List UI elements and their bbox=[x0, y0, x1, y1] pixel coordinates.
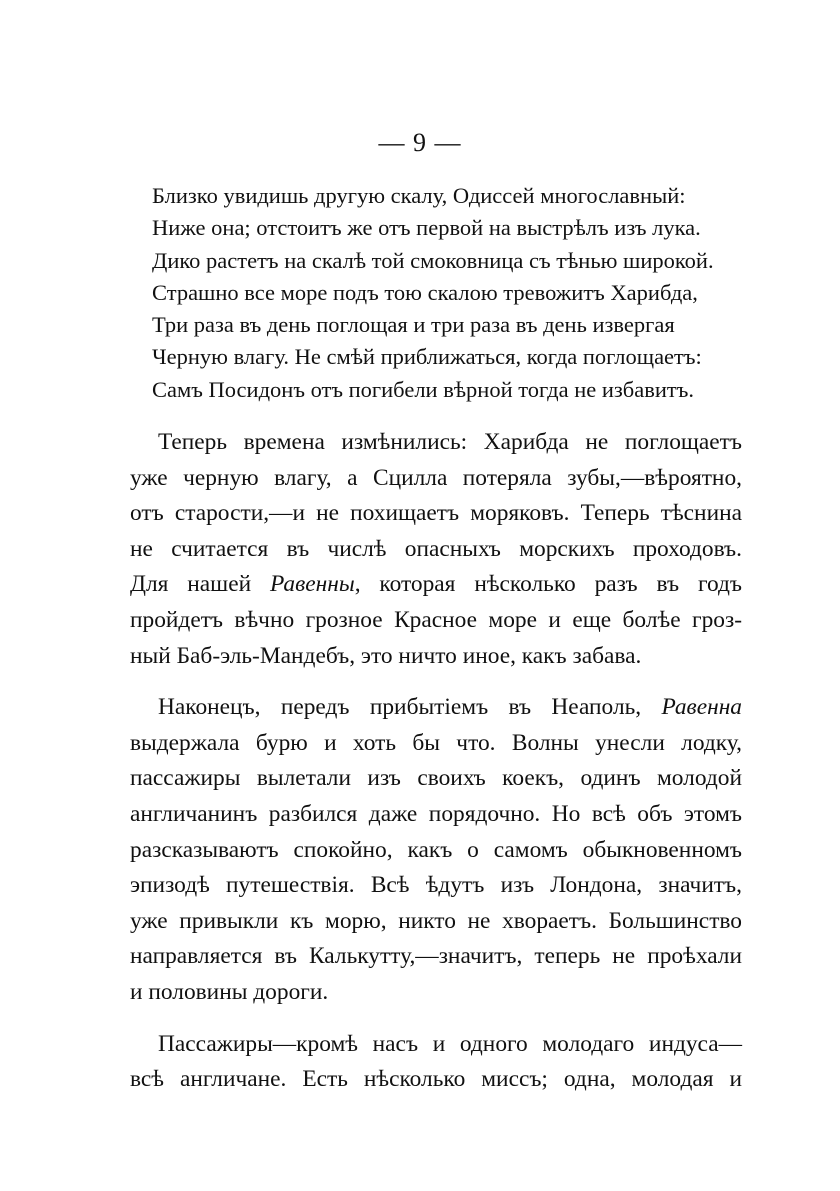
ship-name-italic: Равенны bbox=[270, 571, 355, 598]
text-fragment: , которая нѣсколько разъ въ годъ bbox=[354, 571, 742, 598]
page-number: — 9 — bbox=[378, 128, 462, 157]
verse-line: Ниже она; отстоитъ же отъ первой на выстрѣлъ изъ лука. bbox=[152, 215, 701, 241]
text-line bbox=[130, 567, 742, 603]
verse-line: Черную влагу. Не смѣй приближаться, когда поглощаетъ: bbox=[152, 344, 702, 370]
ship-name-italic: Равенна bbox=[661, 694, 742, 721]
text-line: эпизодѣ путешествія. Всѣ ѣдутъ изъ Лондона, значитъ, bbox=[130, 872, 742, 899]
text-line: направляется въ Калькутту,—значитъ, теперь не проѣхали bbox=[130, 943, 742, 970]
text-line: выдержала бурю и хоть бы что. Волны унесли лодку, bbox=[130, 729, 742, 756]
verse-line: Дико растетъ на скалѣ той смоковница съ тѣнью широкой. bbox=[152, 247, 714, 273]
text-line: уже привыкли къ морю, никто не хвораетъ. Большинство bbox=[130, 907, 742, 934]
text-fragment: Наконецъ, передъ прибытіемъ въ Неаполь, bbox=[158, 694, 662, 721]
text-line bbox=[130, 690, 742, 726]
prose-block bbox=[130, 425, 742, 1114]
verse-line: Самъ Посидонъ отъ погибели вѣрной тогда не избавитъ. bbox=[152, 376, 694, 402]
verse-block bbox=[152, 180, 752, 406]
verse-line: Страшно все море подъ тою скалою тревожитъ Харибда, bbox=[152, 279, 698, 305]
text-line: англичанинъ разбился даже порядочно. Но всѣ объ этомъ bbox=[130, 800, 742, 827]
text-line: Пассажиры—кромѣ насъ и одного молодаго индуса— bbox=[158, 1030, 742, 1057]
text-line: Теперь времена измѣнились: Харибда не поглощаетъ bbox=[158, 429, 742, 455]
paragraph-3 bbox=[130, 1027, 742, 1098]
text-line: пройдетъ вѣчно грозное Красное море и еще болѣе гроз- bbox=[130, 606, 742, 633]
verse-line: Три раза въ день поглощая и три раза въ день извергая bbox=[152, 312, 675, 338]
text-line: пассажиры вылетали изъ своихъ коекъ, одинъ молодой bbox=[130, 765, 742, 792]
text-line: разсказываютъ спокойно, какъ о самомъ обыкновенномъ bbox=[130, 836, 742, 863]
text-line: уже черную влагу, а Сцилла потеряла зубы,—вѣроятно, bbox=[130, 464, 742, 491]
text-line: не считается въ числѣ опасныхъ морскихъ проходовъ. bbox=[130, 535, 742, 562]
text-line: всѣ англичане. Есть нѣсколько миссъ; одна, молодая и bbox=[130, 1066, 742, 1093]
text-line: ный Баб-эль-Мандебъ, это ничто иное, какъ забава. bbox=[130, 642, 642, 669]
text-fragment: Для нашей bbox=[130, 571, 270, 598]
paragraph-2 bbox=[130, 690, 742, 1010]
text-line: и половины дороги. bbox=[130, 978, 329, 1005]
paragraph-1 bbox=[130, 425, 742, 674]
text-line: отъ старости,—и не похищаетъ моряковъ. Теперь тѣснина bbox=[130, 500, 742, 527]
verse-line: Близко увидишь другую скалу, Одиссей многославный: bbox=[152, 183, 686, 208]
